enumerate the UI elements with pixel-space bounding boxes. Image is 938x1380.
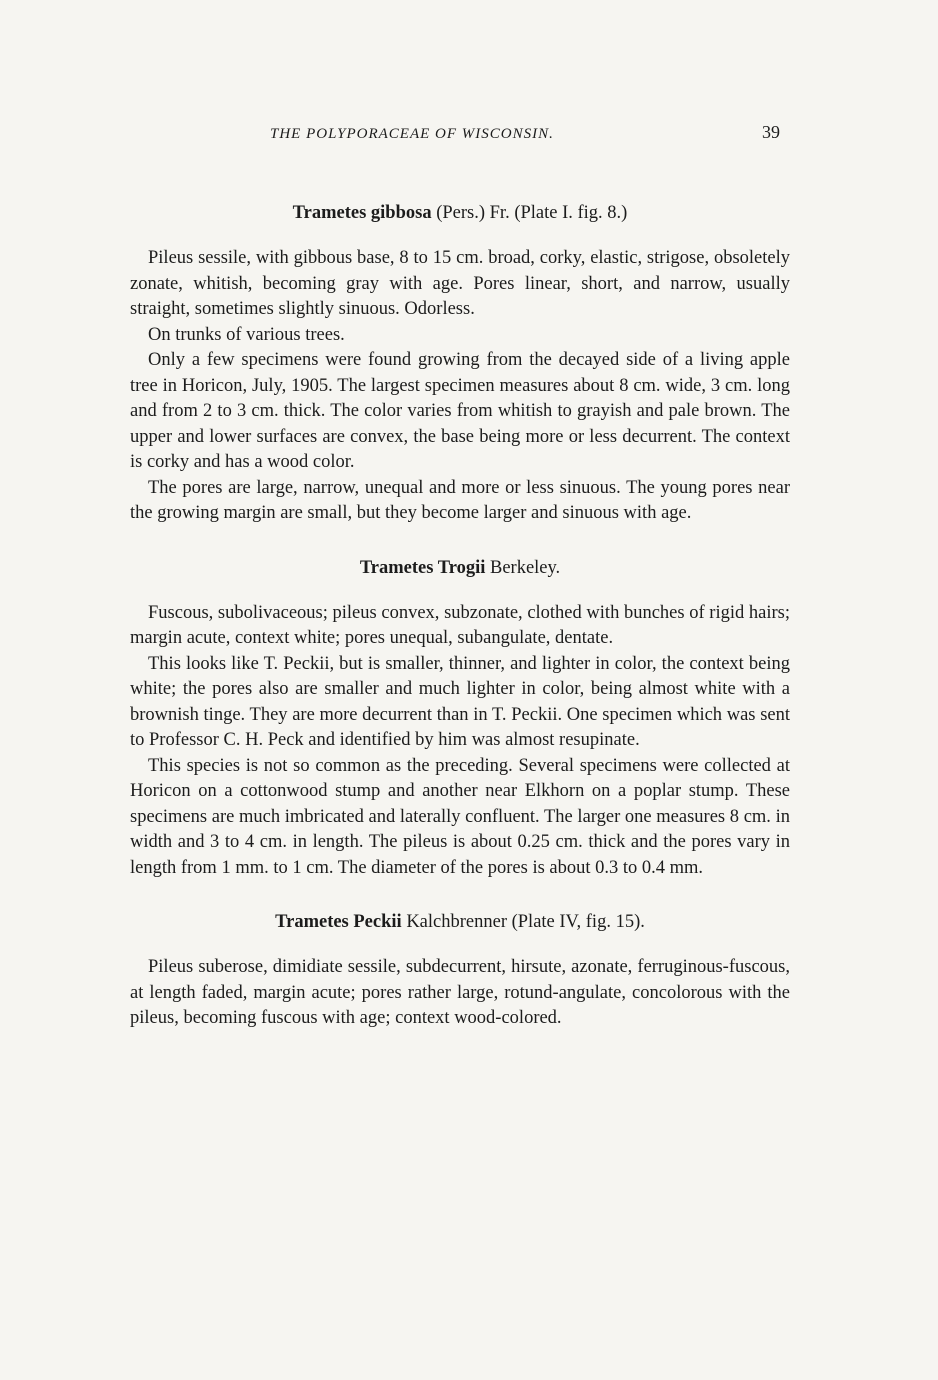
comparison-paragraph: This looks like T. Peckii, but is smaller, thinner, and lighter in color, the context being white; the pores also are smaller and much lighter in color, being almost white with a brownish tinge. They are more decurrent than in T. Peckii. One specimen which was sent to Professor C. H. Peck and identified by him was almost resupinate. bbox=[130, 653, 790, 750]
section-trametes-peckii bbox=[130, 909, 790, 1032]
description-paragraph: Fuscous, subolivaceous; pileus convex, subzonate, clothed with bunches of rigid hairs; margin acute, context white; pores unequal, subangulate, dentate. bbox=[130, 602, 790, 648]
species-name: Trametes gibbosa bbox=[292, 203, 432, 223]
section-heading bbox=[130, 909, 790, 935]
species-authority: (Pers.) Fr. (Plate I. fig. 8.) bbox=[436, 203, 628, 223]
page-number: 39 bbox=[762, 122, 780, 142]
page-header bbox=[130, 122, 780, 152]
page-body bbox=[130, 200, 790, 1032]
species-authority: Berkeley. bbox=[489, 557, 561, 578]
pores-paragraph: The pores are large, narrow, unequal and more or less sinuous. The young pores near the growing margin are small, but they become larger and sinuous with age. bbox=[130, 477, 790, 523]
species-authority: Kalchbrenner (Plate IV, fig. 15). bbox=[406, 912, 645, 932]
description-paragraph: Pileus sessile, with gibbous base, 8 to 15 cm. broad, corky, elastic, strigose, obsoletely zonate, whitish, becoming gray with age. Pores linear, short, and narrow, usually straight, sometimes slightly sinuous. Odorless. bbox=[130, 248, 790, 319]
running-title: THE POLYPORACEAE OF WISCONSIN. bbox=[270, 126, 554, 142]
species-name: Trametes Peckii bbox=[275, 912, 402, 932]
section-heading bbox=[130, 200, 790, 226]
section-trametes-trogii bbox=[130, 555, 790, 882]
section-heading bbox=[130, 555, 790, 581]
description-paragraph: Pileus suberose, dimidiate sessile, subdecurrent, hirsute, azonate, ferruginous-fuscous, at length faded, margin acute; pores rather large, rotund-angulate, concolorous with the pileus, becoming fuscous with age; context wood-colored. bbox=[130, 957, 790, 1028]
observation-paragraph: This species is not so common as the preceding. Several specimens were collected at Horicon on a cottonwood stump and another near Elkhorn on a poplar stump. These specimens are much imbricated and laterally confluent. The larger one measures 8 cm. in width and 3 to 4 cm. in length. The pileus is about 0.25 cm. thick and the pores vary in length from 1 mm. to 1 cm. The diameter of the pores is about 0.3 to 0.4 mm. bbox=[130, 755, 790, 878]
habitat-paragraph: On trunks of various trees. bbox=[148, 324, 345, 345]
species-name: Trametes Trogii bbox=[359, 557, 486, 578]
observation-paragraph: Only a few specimens were found growing from the decayed side of a living apple tree in Horicon, July, 1905. The largest specimen measures about 8 cm. wide, 3 cm. long and from 2 to 3 cm. thick. The color varies from whitish to grayish and pale brown. The upper and lower surfaces are convex, the base being more or less decurrent. The context is corky and has a wood color. bbox=[130, 350, 790, 472]
section-trametes-gibbosa bbox=[130, 200, 790, 527]
